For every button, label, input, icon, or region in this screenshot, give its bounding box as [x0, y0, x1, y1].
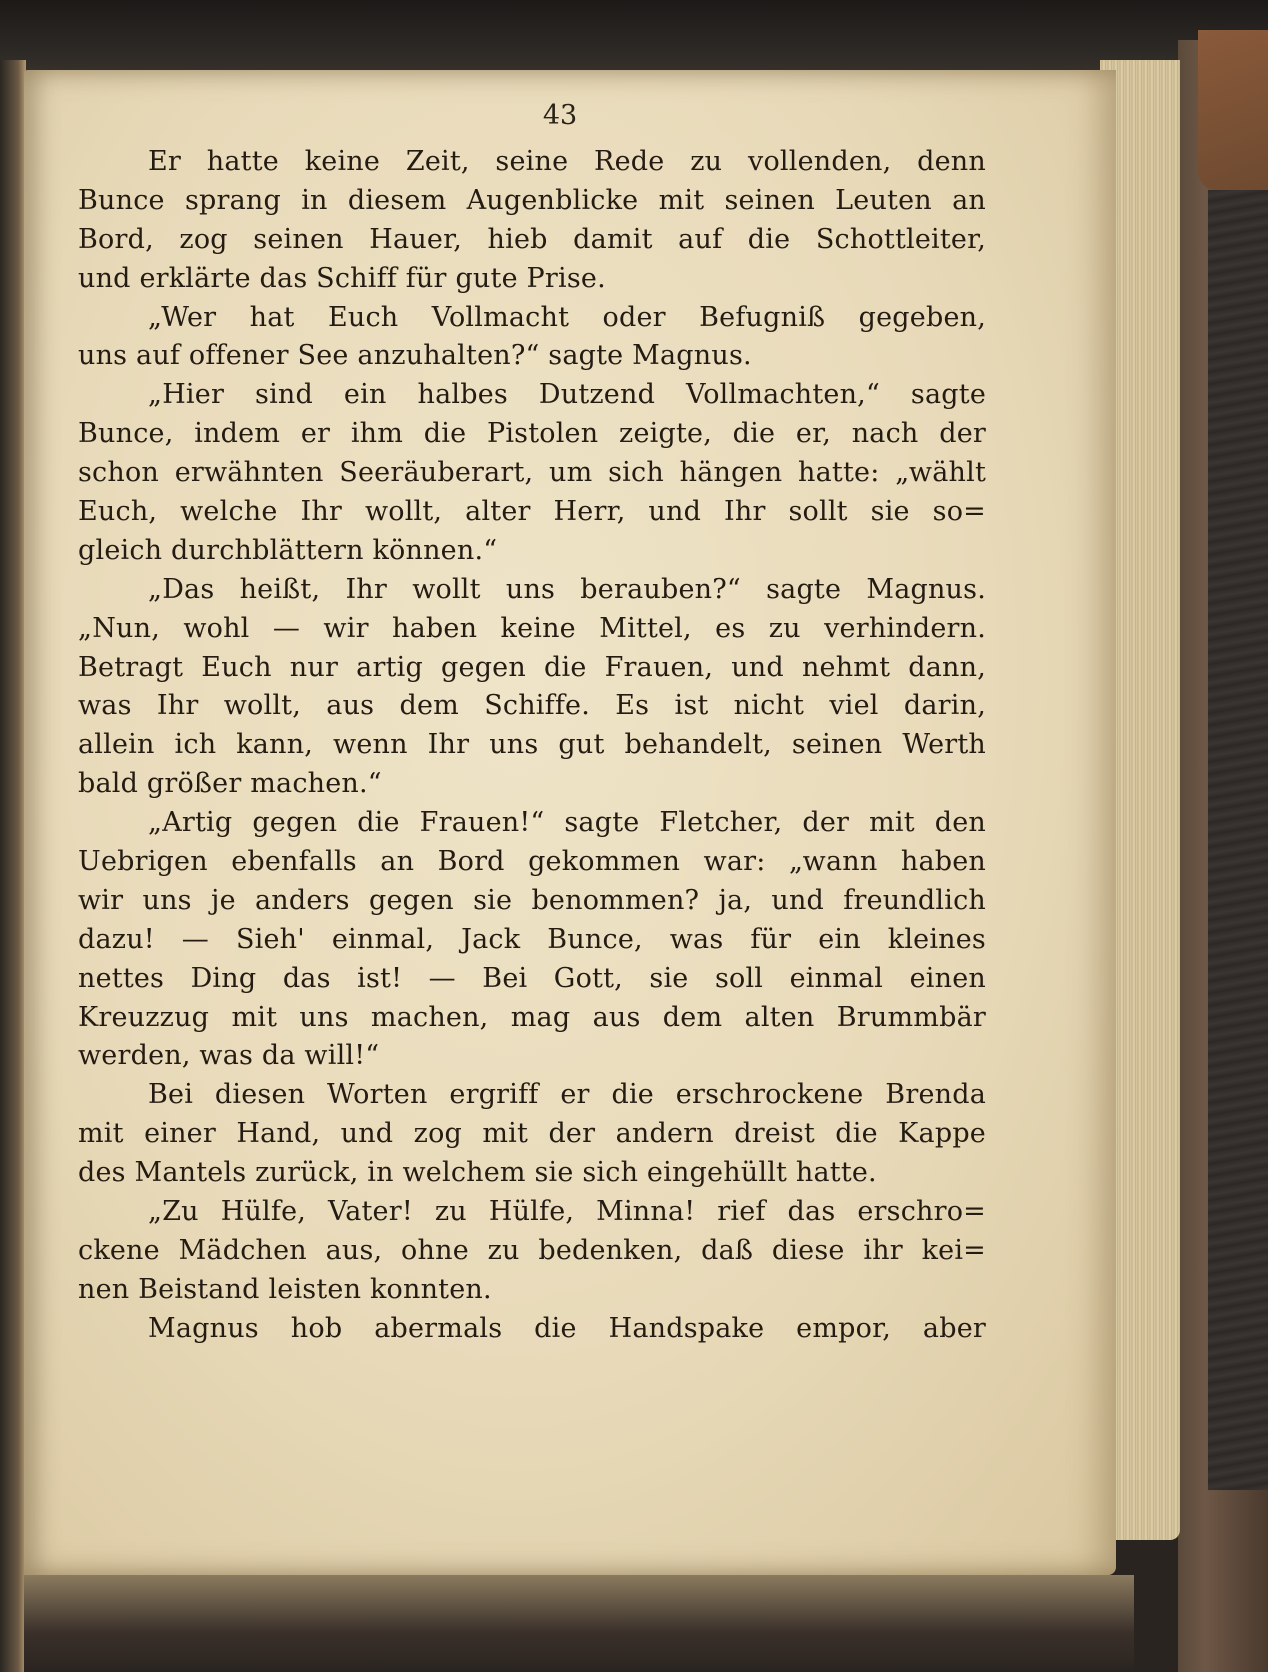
text-line: nen Beistand leisten konnten.: [78, 1273, 492, 1305]
text-line: „Nun, wohl — wir haben keine Mittel, es zu verhindern.: [78, 612, 986, 644]
book-bottom-edge: [24, 1575, 1134, 1672]
text-line: Uebrigen ebenfalls an Bord gekommen war: „wann haben: [78, 846, 986, 878]
text-line: „Artig gegen die Frauen!“ sagte Fletcher, der mit den: [148, 807, 986, 839]
text-line: Bei diesen Worten ergriff er die erschrockene Brenda: [148, 1079, 986, 1111]
text-line: des Mantels zurück, in welchem sie sich eingehüllt hatte.: [78, 1157, 877, 1189]
text-line: gleich durchblättern können.“: [78, 534, 498, 566]
text-line: Bunce sprang in diesem Augenblicke mit seinen Leuten an: [78, 184, 986, 216]
text-line: und erklärte das Schiff für gute Prise.: [78, 262, 606, 294]
text-line: Euch, welche Ihr wollt, alter Herr, und Ihr sollt sie so=: [78, 496, 986, 528]
text-line: werden, was da will!“: [78, 1040, 380, 1072]
text-line: was Ihr wollt, aus dem Schiffe. Es ist nicht viel darin,: [78, 690, 986, 722]
text-line: uns auf offener See anzuhalten?“ sagte Magnus.: [78, 340, 752, 372]
text-line: bald größer machen.“: [78, 768, 382, 800]
text-line: ckene Mädchen aus, ohne zu bedenken, daß diese ihr kei=: [78, 1234, 986, 1266]
text-line: Er hatte keine Zeit, seine Rede zu vollenden, denn: [148, 146, 986, 177]
page-number: 43: [542, 100, 578, 131]
text-line: Magnus hob abermals die Handspake empor, aber: [148, 1312, 986, 1344]
text-line: wir uns je anders gegen sie benommen? ja, und freundlich: [78, 884, 986, 916]
text-line: allein ich kann, wenn Ihr uns gut behandelt, seinen Werth: [78, 729, 986, 761]
text-line: „Wer hat Euch Vollmacht oder Befugniß gegeben,: [148, 301, 986, 333]
text-line: mit einer Hand, und zog mit der andern dreist die Kappe: [78, 1118, 986, 1150]
text-line: „Hier sind ein halbes Dutzend Vollmachten,“ sagte: [148, 379, 986, 411]
text-line: Bunce, indem er ihm die Pistolen zeigte, die er, nach der: [78, 418, 986, 450]
book-gutter: [0, 60, 26, 1672]
text-line: „Das heißt, Ihr wollt uns berauben?“ sagte Magnus.: [148, 573, 986, 605]
page-text: [78, 143, 986, 1349]
text-line: „Zu Hülfe, Vater! zu Hülfe, Minna! rief das erschro=: [148, 1196, 986, 1228]
text-line: Bord, zog seinen Hauer, hieb damit auf die Schottleiter,: [78, 223, 986, 255]
text-line: schon erwähnten Seeräuberart, um sich hängen hatte: „wählt: [78, 457, 986, 489]
book-cover-board: [1208, 190, 1268, 1490]
text-line: dazu! — Sieh' einmal, Jack Bunce, was für ein kleines: [78, 923, 986, 955]
text-line: Betragt Euch nur artig gegen die Frauen, und nehmt dann,: [78, 651, 986, 683]
book-cover-corner: [1198, 30, 1268, 190]
text-line: Kreuzzug mit uns machen, mag aus dem alten Brummbär: [78, 1001, 986, 1033]
text-line: nettes Ding das ist! — Bei Gott, sie soll einmal einen: [78, 962, 986, 994]
book-top-edge: [0, 0, 1268, 78]
